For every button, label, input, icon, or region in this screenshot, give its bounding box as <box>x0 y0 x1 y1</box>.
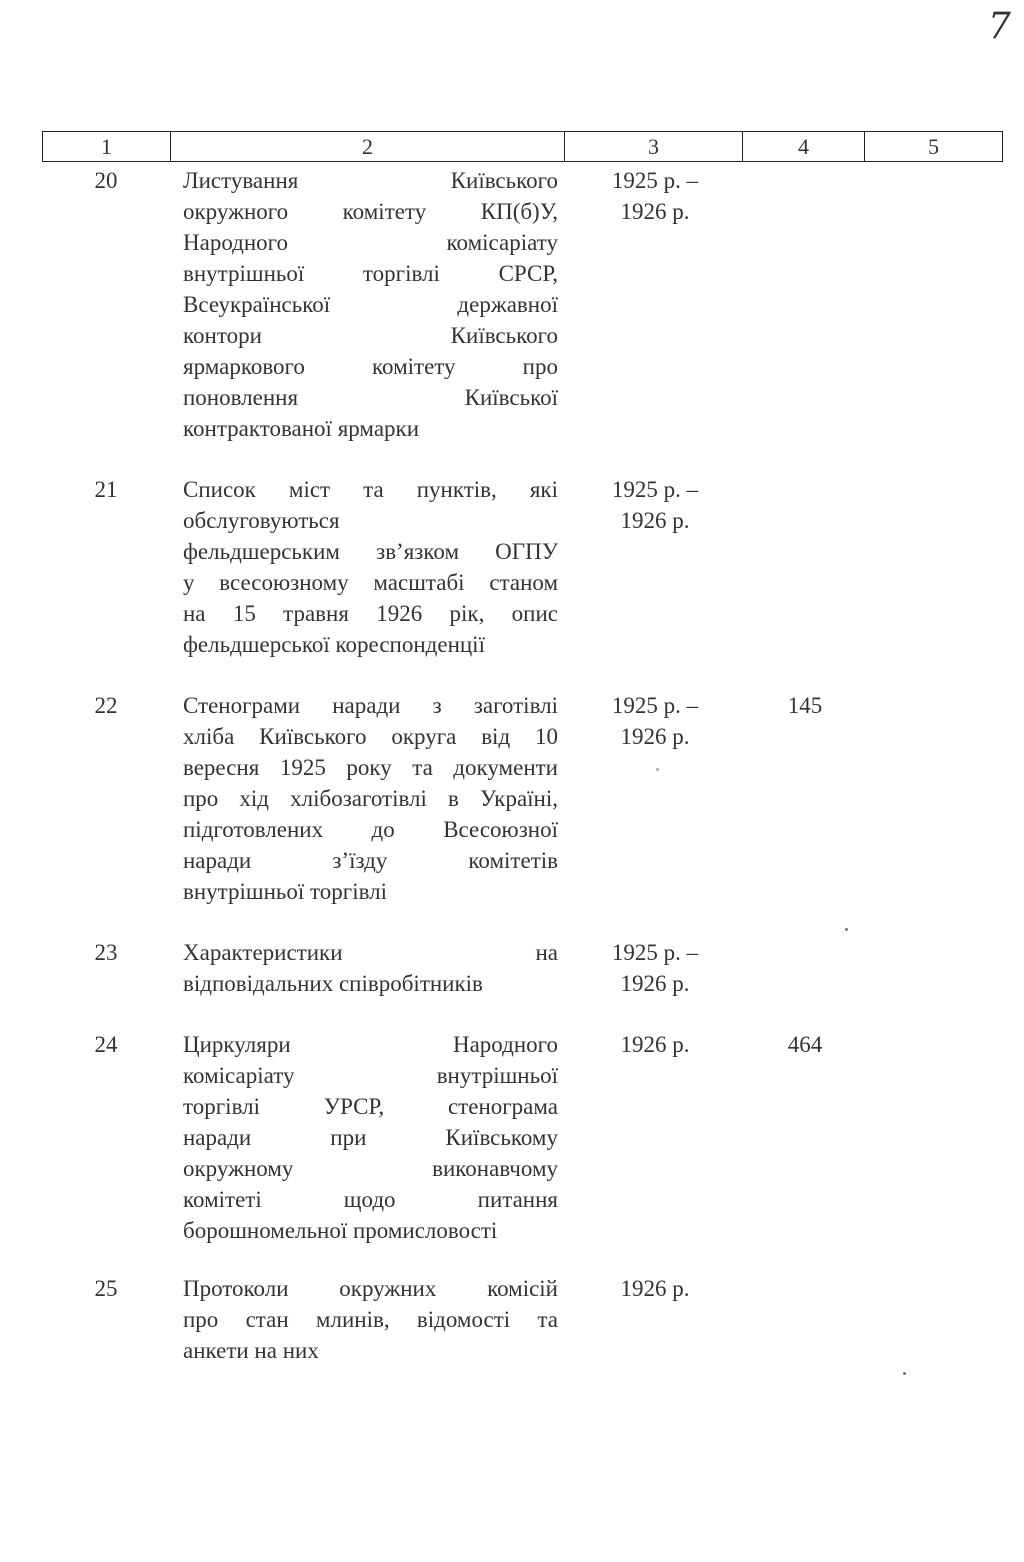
header-col-3: 3 <box>565 132 743 161</box>
row-dates <box>570 937 740 999</box>
scan-speck <box>845 928 848 931</box>
row-col4: 145 <box>787 693 823 718</box>
description-line: підготовлених до Всесоюзної <box>183 817 558 842</box>
header-col-4: 4 <box>743 132 865 161</box>
table-header <box>42 131 1003 162</box>
row-col4: 464 <box>787 1032 823 1057</box>
row-description <box>183 1273 558 1366</box>
date-from: 1925 р. – <box>611 168 699 193</box>
description-line: поновлення Київської <box>183 385 558 410</box>
description-line: на 15 травня 1926 рік, опис <box>183 601 558 626</box>
row-number: 23 <box>94 940 118 965</box>
date-to: 1926 р. <box>620 724 690 749</box>
row-number: 24 <box>94 1032 118 1057</box>
header-col-2: 2 <box>171 132 565 161</box>
description-line: Характеристики на <box>183 940 558 965</box>
description-line: Список міст та пунктів, які <box>183 477 558 502</box>
row-number: 20 <box>94 168 118 193</box>
description-line: борошномельної промисловості <box>183 1218 498 1243</box>
date-to: 1926 р. <box>620 199 690 224</box>
description-line: про хід хлібозаготівлі в Україні, <box>183 786 558 811</box>
description-line: наради при Київському <box>183 1125 558 1150</box>
row-description <box>183 937 558 999</box>
description-line: хліба Київського округа від 10 <box>183 724 558 749</box>
description-line: Стенограми наради з заготівлі <box>183 693 558 718</box>
description-line: окружному виконавчому <box>183 1156 558 1181</box>
date-to: 1926 р. <box>620 971 690 996</box>
date-to: 1926 р. <box>620 508 690 533</box>
description-line: ярмаркового комітету про <box>183 354 558 379</box>
description-line: Протоколи окружних комісій <box>183 1276 558 1301</box>
description-line: обслуговуються <box>183 508 340 533</box>
description-line: Всеукраїнської державної <box>183 292 558 317</box>
row-dates <box>570 165 740 227</box>
description-line: внутрішньої торгівлі СРСР, <box>183 261 558 286</box>
header-col-1: 1 <box>43 132 171 161</box>
date-from: 1926 р. <box>620 1276 690 1301</box>
description-line: у всесоюзному масштабі станом <box>183 570 558 595</box>
page-number-mark: 7 <box>988 6 1011 47</box>
description-line: про стан млинів, відомості та <box>183 1307 558 1332</box>
description-line: контори Київського <box>183 323 558 348</box>
scan-speck <box>656 768 659 771</box>
description-line: Листування Київського <box>183 168 558 193</box>
description-line: фельдшерської кореспонденції <box>183 632 485 657</box>
date-from: 1925 р. – <box>611 477 699 502</box>
description-line: вересня 1925 року та документи <box>183 755 558 780</box>
row-description <box>183 1029 558 1246</box>
description-line: наради з’їзду комітетів <box>183 848 558 873</box>
description-line: окружного комітету КП(б)У, <box>183 199 558 224</box>
description-line: комітеті щодо питання <box>183 1187 558 1212</box>
description-line: контрактованої ярмарки <box>183 416 420 441</box>
row-dates <box>570 1029 740 1060</box>
description-line: анкети на них <box>183 1338 319 1363</box>
description-line: Народного комісаріату <box>183 230 558 255</box>
description-line: торгівлі УРСР, стенограма <box>183 1094 558 1119</box>
date-from: 1925 р. – <box>611 693 699 718</box>
date-from: 1926 р. <box>620 1032 690 1057</box>
row-number: 25 <box>94 1276 118 1301</box>
header-col-5: 5 <box>928 134 939 159</box>
row-dates <box>570 1273 740 1304</box>
description-line: відповідальних співробітників <box>183 971 483 996</box>
row-number: 21 <box>94 477 118 502</box>
description-line: комісаріату внутрішньої <box>183 1063 558 1088</box>
scan-speck <box>903 1372 906 1375</box>
row-number: 22 <box>94 693 118 718</box>
row-dates <box>570 690 740 752</box>
description-line: фельдшерським зв’язком ОГПУ <box>183 539 558 564</box>
row-description <box>183 165 558 444</box>
row-dates <box>570 474 740 536</box>
description-line: Циркуляри Народного <box>183 1032 558 1057</box>
description-line: внутрішньої торгівлі <box>183 879 388 904</box>
date-from: 1925 р. – <box>611 940 699 965</box>
row-description <box>183 690 558 907</box>
row-description <box>183 474 558 660</box>
